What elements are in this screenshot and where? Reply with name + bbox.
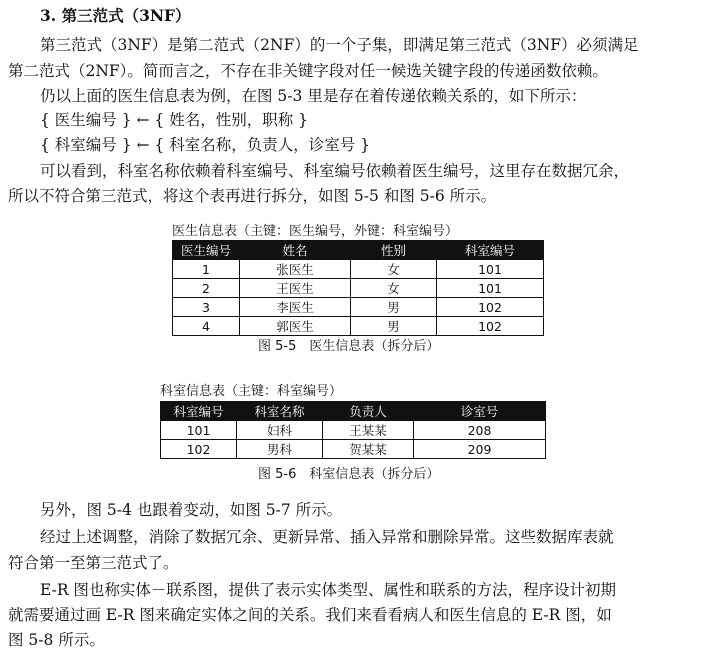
table-header-row xyxy=(161,402,546,421)
table-row xyxy=(173,298,544,317)
table-cell: 王医生 xyxy=(240,279,351,298)
table2-title: 科室信息表（主键：科室编号） xyxy=(160,384,343,399)
table-row xyxy=(173,279,544,298)
table-cell: 男科 xyxy=(237,440,323,459)
table-cell: 102 xyxy=(437,298,544,317)
paragraph-line: 另外，图 5-4 也跟着变动，如图 5-7 所示。 xyxy=(40,501,343,519)
table-cell: 4 xyxy=(173,317,240,336)
paragraph-line: 可以看到，科室名称依赖着科室编号、科室编号依赖着医生编号，这里存在数据冗余， xyxy=(40,162,630,180)
dependency-line: { 科室编号 } ← { 科室名称，负责人，诊室号 } xyxy=(40,136,370,154)
table-cell: 女 xyxy=(351,260,437,279)
table-cell: 3 xyxy=(173,298,240,317)
table-cell: 妇科 xyxy=(237,421,323,440)
column-header: 科室名称 xyxy=(237,402,323,421)
paragraph-line: 符合第一至第三范式了。 xyxy=(8,554,179,572)
paragraph-line: 第三范式（3NF）是第二范式（2NF）的一个子集，即满足第三范式（3NF）必须满足 xyxy=(40,36,639,54)
table1-title: 医生信息表（主键：医生编号，外键：科室编号） xyxy=(172,224,459,239)
column-header: 科室编号 xyxy=(161,402,237,421)
table-row xyxy=(161,440,546,459)
section-heading: 3. 第三范式（3NF） xyxy=(40,6,191,25)
paragraph-line: E-R 图也称实体－联系图，提供了表示实体类型、属性和联系的方法，程序设计初期 xyxy=(40,581,616,599)
paragraph-line: 仍以上面的医生信息表为例，在图 5-3 里是存在着传递依赖关系的，如下所示： xyxy=(40,87,587,105)
paragraph-line: 图 5-8 所示。 xyxy=(8,631,105,649)
paragraph-line: 所以不符合第三范式，将这个表再进行拆分，如图 5-5 和图 5-6 所示。 xyxy=(8,187,497,205)
dependency-line: { 医生编号 } ← { 姓名，性别，职称 } xyxy=(40,111,308,129)
table-cell: 102 xyxy=(437,317,544,336)
column-header: 性别 xyxy=(351,241,437,260)
table-cell: 李医生 xyxy=(240,298,351,317)
column-header: 医生编号 xyxy=(173,241,240,260)
table-row xyxy=(161,421,546,440)
table-cell: 101 xyxy=(437,260,544,279)
table-cell: 101 xyxy=(161,421,237,440)
column-header: 诊室号 xyxy=(414,402,546,421)
table-cell: 王某某 xyxy=(323,421,414,440)
table-cell: 贺某某 xyxy=(323,440,414,459)
table-cell: 1 xyxy=(173,260,240,279)
table-cell: 102 xyxy=(161,440,237,459)
figure-caption: 图 5-6 科室信息表（拆分后） xyxy=(258,467,440,482)
table-row xyxy=(173,260,544,279)
doctor-info-table xyxy=(172,240,544,336)
table-cell: 男 xyxy=(351,317,437,336)
figure-caption: 图 5-5 医生信息表（拆分后） xyxy=(258,339,440,354)
paragraph-line: 第二范式（2NF）。简而言之，不存在非关键字段对任一候选关键字段的传递函数依赖。 xyxy=(8,62,608,80)
department-info-table xyxy=(160,401,546,459)
column-header: 负责人 xyxy=(323,402,414,421)
paragraph-line: 经过上述调整，消除了数据冗余、更新异常、插入异常和删除异常。这些数据库表就 xyxy=(40,528,614,546)
table-cell: 209 xyxy=(414,440,546,459)
table-cell: 208 xyxy=(414,421,546,440)
table-row xyxy=(173,317,544,336)
table-header-row xyxy=(173,241,544,260)
table-cell: 张医生 xyxy=(240,260,351,279)
column-header: 姓名 xyxy=(240,241,351,260)
table-cell: 女 xyxy=(351,279,437,298)
column-header: 科室编号 xyxy=(437,241,544,260)
paragraph-line: 就需要通过画 E-R 图来确定实体之间的关系。我们来看看病人和医生信息的 E-R 图，如 xyxy=(8,606,612,624)
table-cell: 101 xyxy=(437,279,544,298)
table-cell: 2 xyxy=(173,279,240,298)
table-cell: 男 xyxy=(351,298,437,317)
table-cell: 郭医生 xyxy=(240,317,351,336)
